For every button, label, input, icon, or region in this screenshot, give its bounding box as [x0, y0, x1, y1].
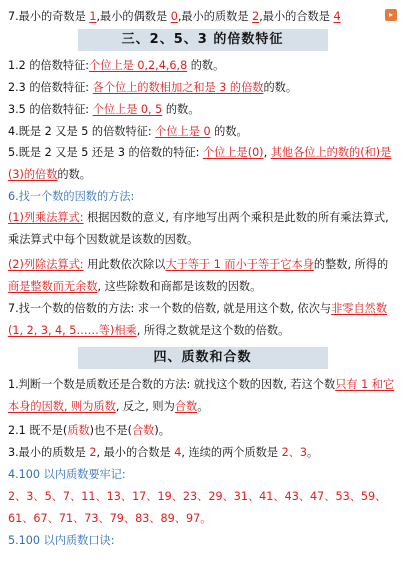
text: ,最小的合数是: [259, 10, 334, 23]
multiple-of-5-line: [8, 102, 397, 117]
smallest-numbers-line: [8, 9, 397, 24]
text: 1.2 的倍数特征:: [8, 59, 90, 72]
text: 。: [197, 400, 209, 413]
text: 。: [307, 446, 319, 459]
text: , 所得之数就是这个数的倍数。: [136, 324, 290, 337]
answer: 个位上是 0: [155, 125, 211, 138]
text: 7.找一个数的倍数的方法: 求一个数的倍数, 就是用这个数, 依次与: [8, 302, 332, 315]
answer: 2: [89, 446, 97, 459]
primes-list-line-2: 61、67、71、73、79、83、89、97。: [8, 512, 212, 525]
section-title-multiples: 三、2、5、3 的倍数特征: [78, 29, 328, 51]
answer: 1: [89, 10, 97, 23]
method-label: (2)列除法算式:: [8, 258, 84, 271]
multiple-method-paragraph: [8, 298, 397, 342]
text: , 这些除数和商都是该数的因数。: [97, 280, 262, 293]
answer: 合数: [174, 400, 198, 413]
text: 的数。: [210, 125, 248, 138]
text: 的数。: [263, 81, 298, 94]
text: 的整数, 所得的: [313, 258, 389, 271]
smallest-prime-line: [8, 445, 397, 460]
answer: 4: [333, 10, 341, 23]
text: 4.既是 2 又是 5 的倍数特征:: [8, 125, 156, 138]
answer: 4: [174, 446, 182, 459]
text: 2.1 既不是(: [8, 424, 68, 437]
primes-list-line-1: 2、3、5、7、11、13、17、19、23、29、31、41、43、47、53、59、: [8, 490, 387, 503]
text: )。: [154, 424, 170, 437]
answer: 个位上是 0, 5: [92, 103, 163, 116]
answer: 商是整数而无余数: [8, 280, 98, 293]
answer: 非零自然数(1, 2, 3, 4, 5……等)相乘: [8, 302, 388, 337]
section-title-primes: 四、质数和合数: [78, 347, 328, 369]
answer: 2: [252, 10, 260, 23]
multiple-of-2-line: [8, 58, 397, 73]
text: 5.既是 2 又是 5 还是 3 的倍数的特征:: [8, 146, 203, 159]
text: ,: [263, 146, 271, 159]
answer: 2、3: [281, 446, 308, 459]
multiple-of-3-line: [8, 80, 397, 95]
text: , 反之, 则为: [115, 400, 175, 413]
answer: 的(和)是(3)的倍数: [8, 146, 392, 181]
text: ,最小的质数是: [177, 10, 253, 23]
text: 根据因数的意义, 有序地写出两个乘积是此数的所有乘法算式, 乘法算式中每个因数就是该数的因数。: [8, 211, 389, 246]
text: )也不是(: [89, 424, 132, 437]
text: 3.最小的质数是: [8, 446, 90, 459]
primes-heading: 4.100 以内质数要牢记:: [8, 468, 126, 481]
factor-method-2-paragraph: [8, 254, 397, 298]
text: 7.最小的奇数是: [8, 10, 90, 23]
answer: 其他各位上的数: [270, 146, 350, 159]
text: 的数。: [57, 168, 91, 181]
prime-mnemonic-heading: 5.100 以内质数口诀:: [8, 534, 115, 547]
prime-test-paragraph: [8, 374, 397, 418]
multiple-of-2-5-3-paragraph: [8, 142, 397, 186]
answer: 0: [170, 10, 178, 23]
text: 用此数依次除以: [83, 258, 166, 271]
answer: 合数: [131, 424, 155, 437]
answer: 只有 1 和它本身的因数, 则为质数: [8, 378, 395, 413]
answer: 个位上是(0): [202, 146, 264, 159]
answer: 质数: [67, 424, 90, 437]
text: , 连续的两个质数是: [181, 446, 282, 459]
answer: 各个位上的数相加之和是 3 的倍数: [92, 81, 264, 94]
answer: 个位上是 0,2,4,6,8: [89, 59, 188, 72]
text: 的数。: [187, 59, 225, 72]
text: 2.3 的倍数特征:: [8, 81, 93, 94]
text: ,最小的偶数是: [96, 10, 171, 23]
one-neither-line: [8, 423, 397, 438]
method-label: (1)列乘法算式:: [8, 211, 84, 224]
answer: 大于等于 1 而小于等于它本身: [165, 258, 314, 271]
multiple-of-2-and-5-line: [8, 124, 397, 139]
text: , 最小的合数是: [96, 446, 175, 459]
text: 1.判断一个数是质数还是合数的方法: 就找这个数的因数, 若这个数: [8, 378, 336, 391]
factor-method-heading: 6.找一个数的因数的方法:: [8, 190, 135, 203]
factor-method-1-paragraph: [8, 207, 397, 251]
text: 的数。: [162, 103, 200, 116]
text: 3.5 的倍数特征:: [8, 103, 93, 116]
page-marker-icon: ▸: [385, 9, 397, 21]
